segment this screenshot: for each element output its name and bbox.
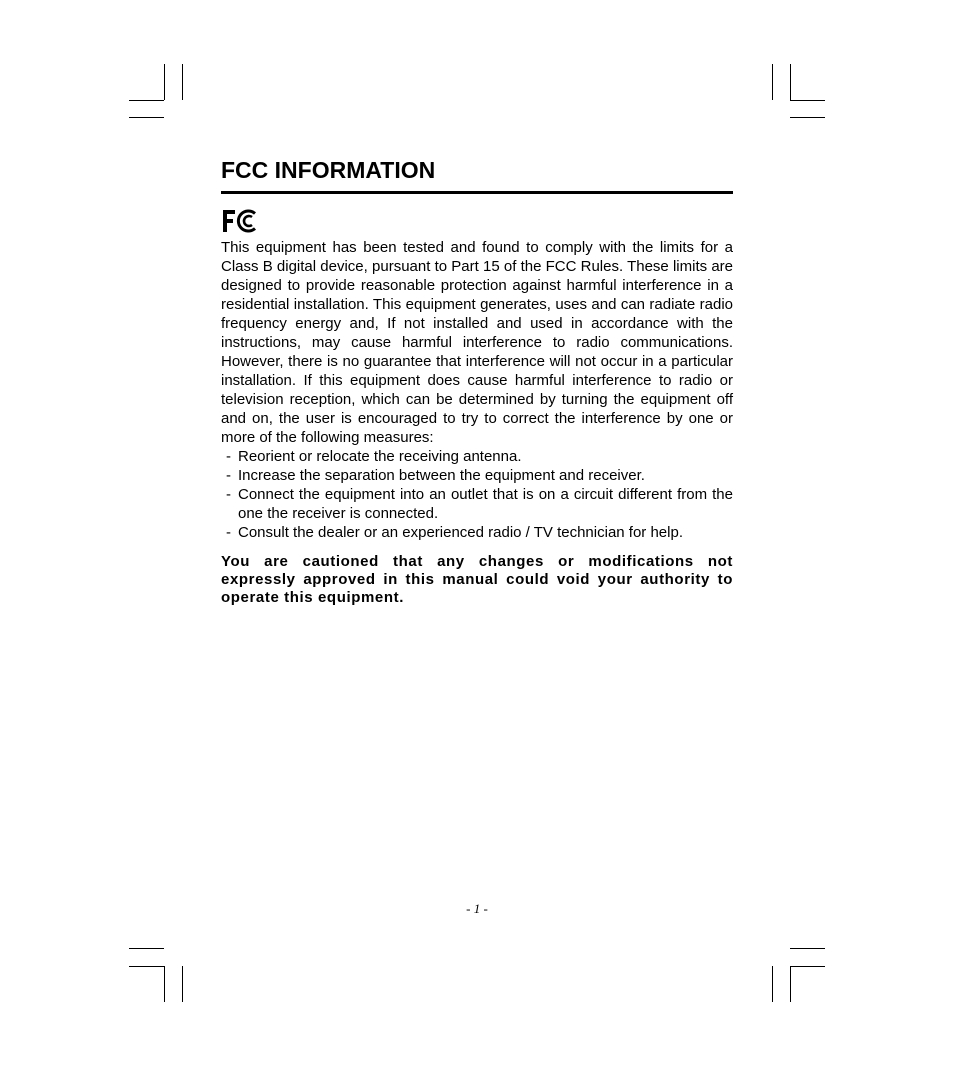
list-item <box>221 447 733 466</box>
crop-mark <box>772 966 773 1002</box>
crop-mark <box>790 948 825 949</box>
list-item <box>221 523 733 542</box>
measures-list <box>221 447 733 542</box>
list-dash: - <box>226 486 231 503</box>
crop-mark <box>129 100 164 101</box>
list-dash: - <box>226 448 231 465</box>
list-item <box>221 485 733 523</box>
crop-mark <box>129 948 164 949</box>
crop-mark <box>790 966 791 1002</box>
list-item-text: Reorient or relocate the receiving antenna. <box>238 448 522 465</box>
crop-mark <box>182 966 183 1002</box>
crop-mark <box>790 117 825 118</box>
crop-mark <box>164 966 165 1002</box>
crop-mark <box>790 100 825 101</box>
list-item <box>221 466 733 485</box>
title-rule <box>221 191 733 194</box>
crop-mark <box>772 64 773 100</box>
page-title: FCC INFORMATION <box>221 157 436 183</box>
list-item-text: Connect the equipment into an outlet that is on a circuit different from the one the receiver is connected. <box>238 486 733 522</box>
fcc-logo-icon <box>221 208 261 234</box>
list-item-text: Consult the dealer or an experienced radio / TV technician for help. <box>238 524 683 541</box>
list-item-text: Increase the separation between the equipment and receiver. <box>238 467 645 484</box>
document-content <box>221 150 733 622</box>
caution-notice: You are cautioned that any changes or modifications not expressly approved in this manual could void your authority to operate this equipment. <box>221 553 733 606</box>
page-number: - 1 - <box>466 901 488 916</box>
crop-mark <box>129 117 164 118</box>
crop-mark <box>790 966 825 967</box>
list-dash: - <box>226 467 231 484</box>
crop-mark <box>790 64 791 100</box>
fcc-compliance-paragraph: This equipment has been tested and found to comply with the limits for a Class B digital device, pursuant to Part 15 of the FCC Rules. These limits are designed to provide reasonable protection against harmful interference in a residential installation. This equipment generates, uses and can radiate radio frequency energy and, If not installed and used in accordance with the instructions, may cause harmful interference to radio communications. However, there is no guarantee that interference will not occur in a particular installation. If this equipment does cause harmful interference to radio or television reception, which can be determined by turning the equipment off and on, the user is encouraged to try to correct the interference by one or more of the following measures: <box>221 239 733 446</box>
crop-mark <box>182 64 183 100</box>
crop-mark <box>129 966 164 967</box>
list-dash: - <box>226 524 231 541</box>
crop-mark <box>164 64 165 100</box>
